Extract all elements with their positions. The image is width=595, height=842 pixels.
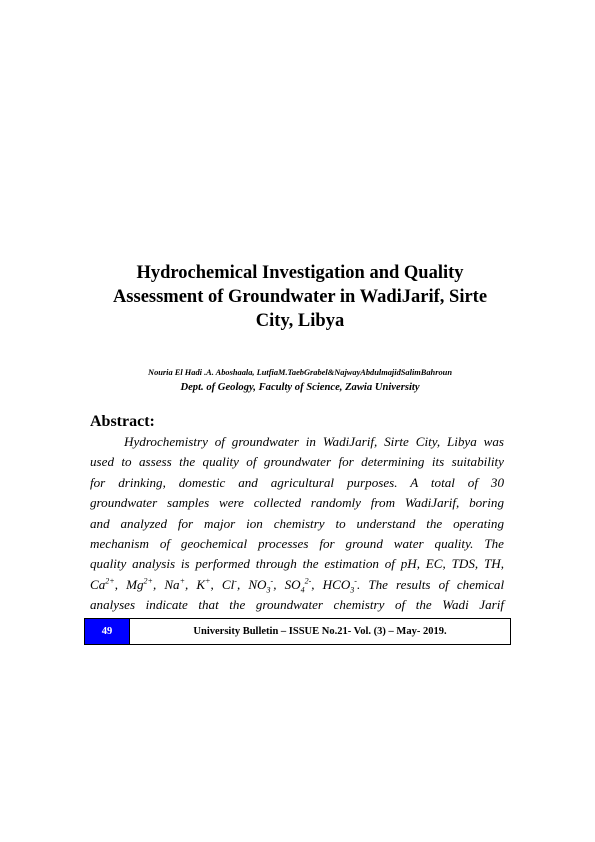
paper-title: [90, 261, 510, 333]
ion-ca: $Ca^{2+}$: [90, 576, 115, 592]
ion-k: K+: [196, 576, 211, 592]
page-footer: [84, 618, 511, 645]
abstract-line: mechanism of geochemical processes for ground water quality. The: [90, 535, 504, 551]
ion-line-tail: . The results of chemical: [356, 576, 505, 592]
ion-cl: Cl-: [221, 576, 237, 592]
ion-na: Na+: [164, 576, 185, 592]
title-line: Assessment of Groundwater in WadiJarif, Sirte: [112, 287, 488, 307]
ion-no3: $NO_3^-$: [248, 576, 274, 595]
author-affiliation: Dept. of Geology, Faculty of Science, Zawia University: [180, 382, 420, 393]
journal-issue-info: University Bulletin – ISSUE No.21- Vol. (3) – May- 2019.: [193, 626, 447, 637]
page-number: 49: [85, 619, 130, 644]
title-line: Hydrochemical Investigation and Quality: [136, 263, 464, 283]
abstract-body: [90, 432, 504, 616]
abstract-heading: Abstract:: [90, 413, 155, 430]
abstract-line: analyses indicate that the groundwater chemistry of the Wadi Jarif: [90, 597, 504, 613]
title-line: City, Libya: [255, 311, 345, 331]
abstract-line: groundwater samples were collected randomly from WadiJarif, boring: [90, 495, 504, 511]
author-list: Nouria El Hadi .A. Aboshaala, LutfiaM.TaebGrabel&NajwayAbdulmajidSalimBahroun: [148, 368, 452, 377]
abstract-line: for drinking, domestic and agricultural purposes. A total of 30: [90, 474, 504, 490]
ion-hco3: $HCO_3^-$: [322, 576, 357, 595]
abstract-ion-line: $Ca^{2+}$, $Mg^{2+}$, Na+, K+, Cl-, $NO_3^-$, $SO_4^{2-}$, $HCO_3^-$. The results of chemical: [90, 576, 505, 595]
ion-mg: $Mg^{2+}$: [126, 576, 153, 592]
abstract-line: and analyzed for major ion chemistry to understand the operating: [90, 515, 504, 531]
abstract-line: quality analysis is performed through the estimation of pH, EC, TDS, TH,: [90, 556, 504, 572]
abstract-line: used to assess the quality of groundwater for determining its suitability: [90, 454, 504, 470]
abstract-line: Hydrochemistry of groundwater in WadiJarif, Sirte City, Libya was: [124, 434, 504, 449]
ion-so4: $SO_4^{2-}$: [284, 576, 312, 595]
